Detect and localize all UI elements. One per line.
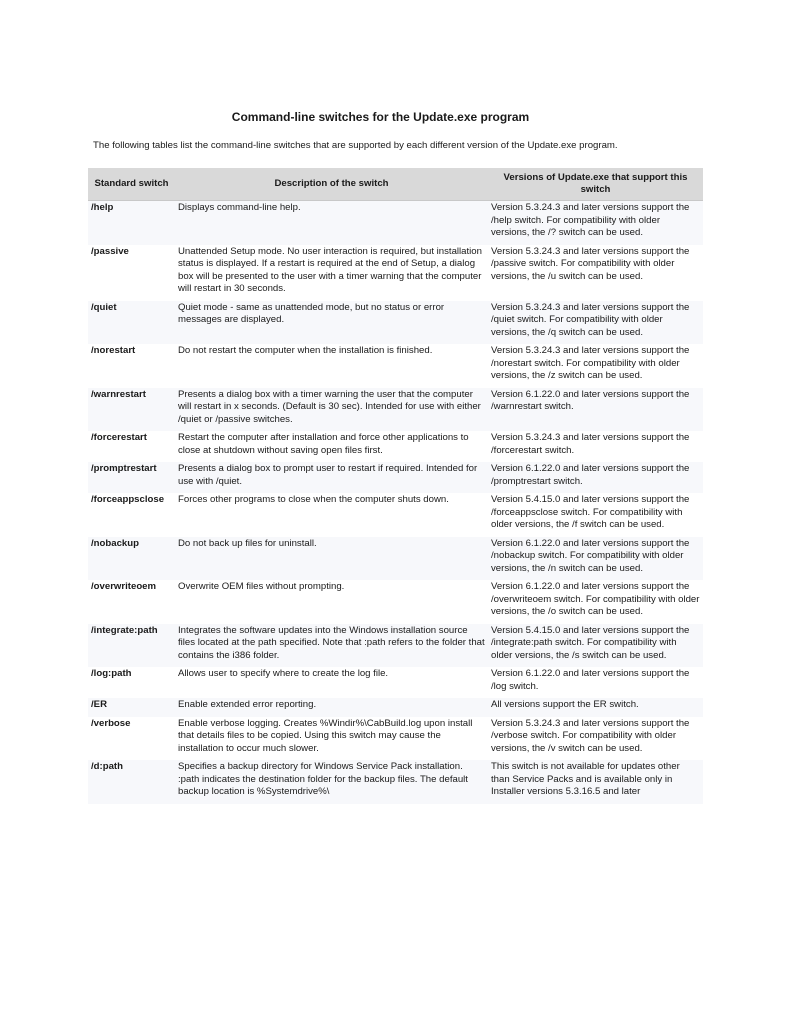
switch-cell: /warnrestart [91,388,146,400]
switches-table [88,168,703,804]
description-cell: Do not restart the computer when the installation is finished. [178,345,433,356]
versions-cell: Version 5.3.24.3 and later versions support the /help switch. For compatibility with older versions, the /? switch can be used. [491,202,690,238]
switch-cell: /norestart [91,345,136,356]
page-title: Command-line switches for the Update.exe program [231,110,530,124]
description-cell: Restart the computer after installation and force other applications to close at shutdown without saving open files first. [178,432,469,456]
description-cell: Integrates the software updates into the Windows installation source files located at the path specified. Note that :path refers to the folder that contains the i386 folder. [178,624,485,661]
table-row [88,580,703,624]
versions-cell: Version 5.4.15.0 and later versions support the /integrate:path switch. For compatibility with older versions, the /s switch can be used. [491,624,690,661]
switch-cell: /ER [91,699,107,710]
intro-paragraph: The following tables list the command-line switches that are supported by each different version of the Update.exe program. [93,140,618,151]
switch-cell: /overwriteoem [91,581,157,592]
switch-cell: /log:path [91,668,132,679]
description-cell: Quiet mode - same as unattended mode, but no status or error messages are displayed. [178,301,445,325]
versions-cell: Version 6.1.22.0 and later versions support the /overwriteoem switch. For compatibility with older versions, the /o switch can be used. [491,581,700,617]
description-cell: Displays command-line help. [178,202,301,213]
description-cell: Do not back up files for uninstall. [178,537,317,549]
table-row [88,667,703,698]
versions-cell: Version 5.3.24.3 and later versions support the /norestart switch. For compatibility with older versions, the /z switch can be used. [491,345,690,381]
description-cell: Unattended Setup mode. No user interaction is required, but installation status is displayed. If a restart is required at the end of Setup, a dialog box will be presented to the user with a timer warning that the computer will restart in 30 seconds. [178,245,482,294]
table-row [88,344,703,388]
switch-cell: /help [91,202,114,213]
switch-cell: /quiet [91,301,117,313]
description-cell: Presents a dialog box to prompt user to restart if required. Intended for use with /quiet. [178,463,478,487]
versions-cell: Version 6.1.22.0 and later versions support the /nobackup switch. For compatibility with older versions, the /n switch can be used. [491,537,690,574]
switch-cell: /d:path [91,761,123,772]
table-row [88,201,703,245]
table-row [88,537,703,581]
switch-cell: /integrate:path [91,624,158,636]
table-row [88,493,703,537]
table-row [88,245,703,301]
description-cell: Forces other programs to close when the computer shuts down. [178,494,449,505]
switch-cell: /passive [91,245,129,257]
table-row [88,462,703,493]
versions-cell: Version 6.1.22.0 and later versions support the /promptrestart switch. [491,463,690,487]
table-row [88,624,703,668]
description-cell: Presents a dialog box with a timer warning the user that the computer will restart in x seconds. (Default is 30 sec). Intended for use with either /quiet or /passive switches. [178,388,481,425]
table-row [88,698,703,717]
versions-cell: Version 5.3.24.3 and later versions support the /passive switch. For compatibility with older versions, the /u switch can be used. [491,245,690,282]
versions-cell: Version 6.1.22.0 and later versions support the /warnrestart switch. [491,388,690,412]
switch-cell: /forceappsclose [91,494,165,505]
table-row [88,388,703,432]
description-cell: Enable extended error reporting. [178,699,317,710]
header-description: Description of the switch [175,168,488,201]
description-cell: Allows user to specify where to create the log file. [178,668,389,679]
table-row [88,431,703,462]
switch-cell: /nobackup [91,537,139,549]
table-row [88,760,703,804]
description-cell: Specifies a backup directory for Windows Service Pack installation. :path indicates the destination folder for the backup files. The default backup location is %Systemdrive%\ [178,761,468,797]
header-switch: Standard switch [88,168,175,201]
description-cell: Enable verbose logging. Creates %Windir%\CabBuild.log upon install that details files to be copied. Using this switch may cause the installation to occur much slower. [178,717,473,754]
table-header-row [88,168,703,201]
versions-cell: Version 6.1.22.0 and later versions support the /log switch. [491,668,690,692]
versions-cell: Version 5.3.24.3 and later versions support the /quiet switch. For compatibility with older versions, the /q switch can be used. [491,301,690,338]
table-row [88,717,703,761]
table-row [88,301,703,345]
table-body [88,201,703,804]
versions-cell: Version 5.3.24.3 and later versions support the /forcerestart switch. [491,432,690,456]
header-versions: Versions of Update.exe that support this switch [488,168,703,201]
versions-cell: All versions support the ER switch. [491,699,639,710]
switch-cell: /verbose [91,717,131,729]
switch-cell: /promptrestart [91,463,157,474]
versions-cell: Version 5.3.24.3 and later versions support the /verbose switch. For compatibility with older versions, the /v switch can be used. [491,717,690,754]
switch-cell: /forcerestart [91,432,147,443]
versions-cell: Version 5.4.15.0 and later versions support the /forceappsclose switch. For compatibility with older versions, the /f switch can be used. [491,494,690,530]
versions-cell: This switch is not available for updates other than Service Packs and is available only in Installer versions 5.3.16.5 and later [491,761,680,797]
description-cell: Overwrite OEM files without prompting. [178,581,345,592]
